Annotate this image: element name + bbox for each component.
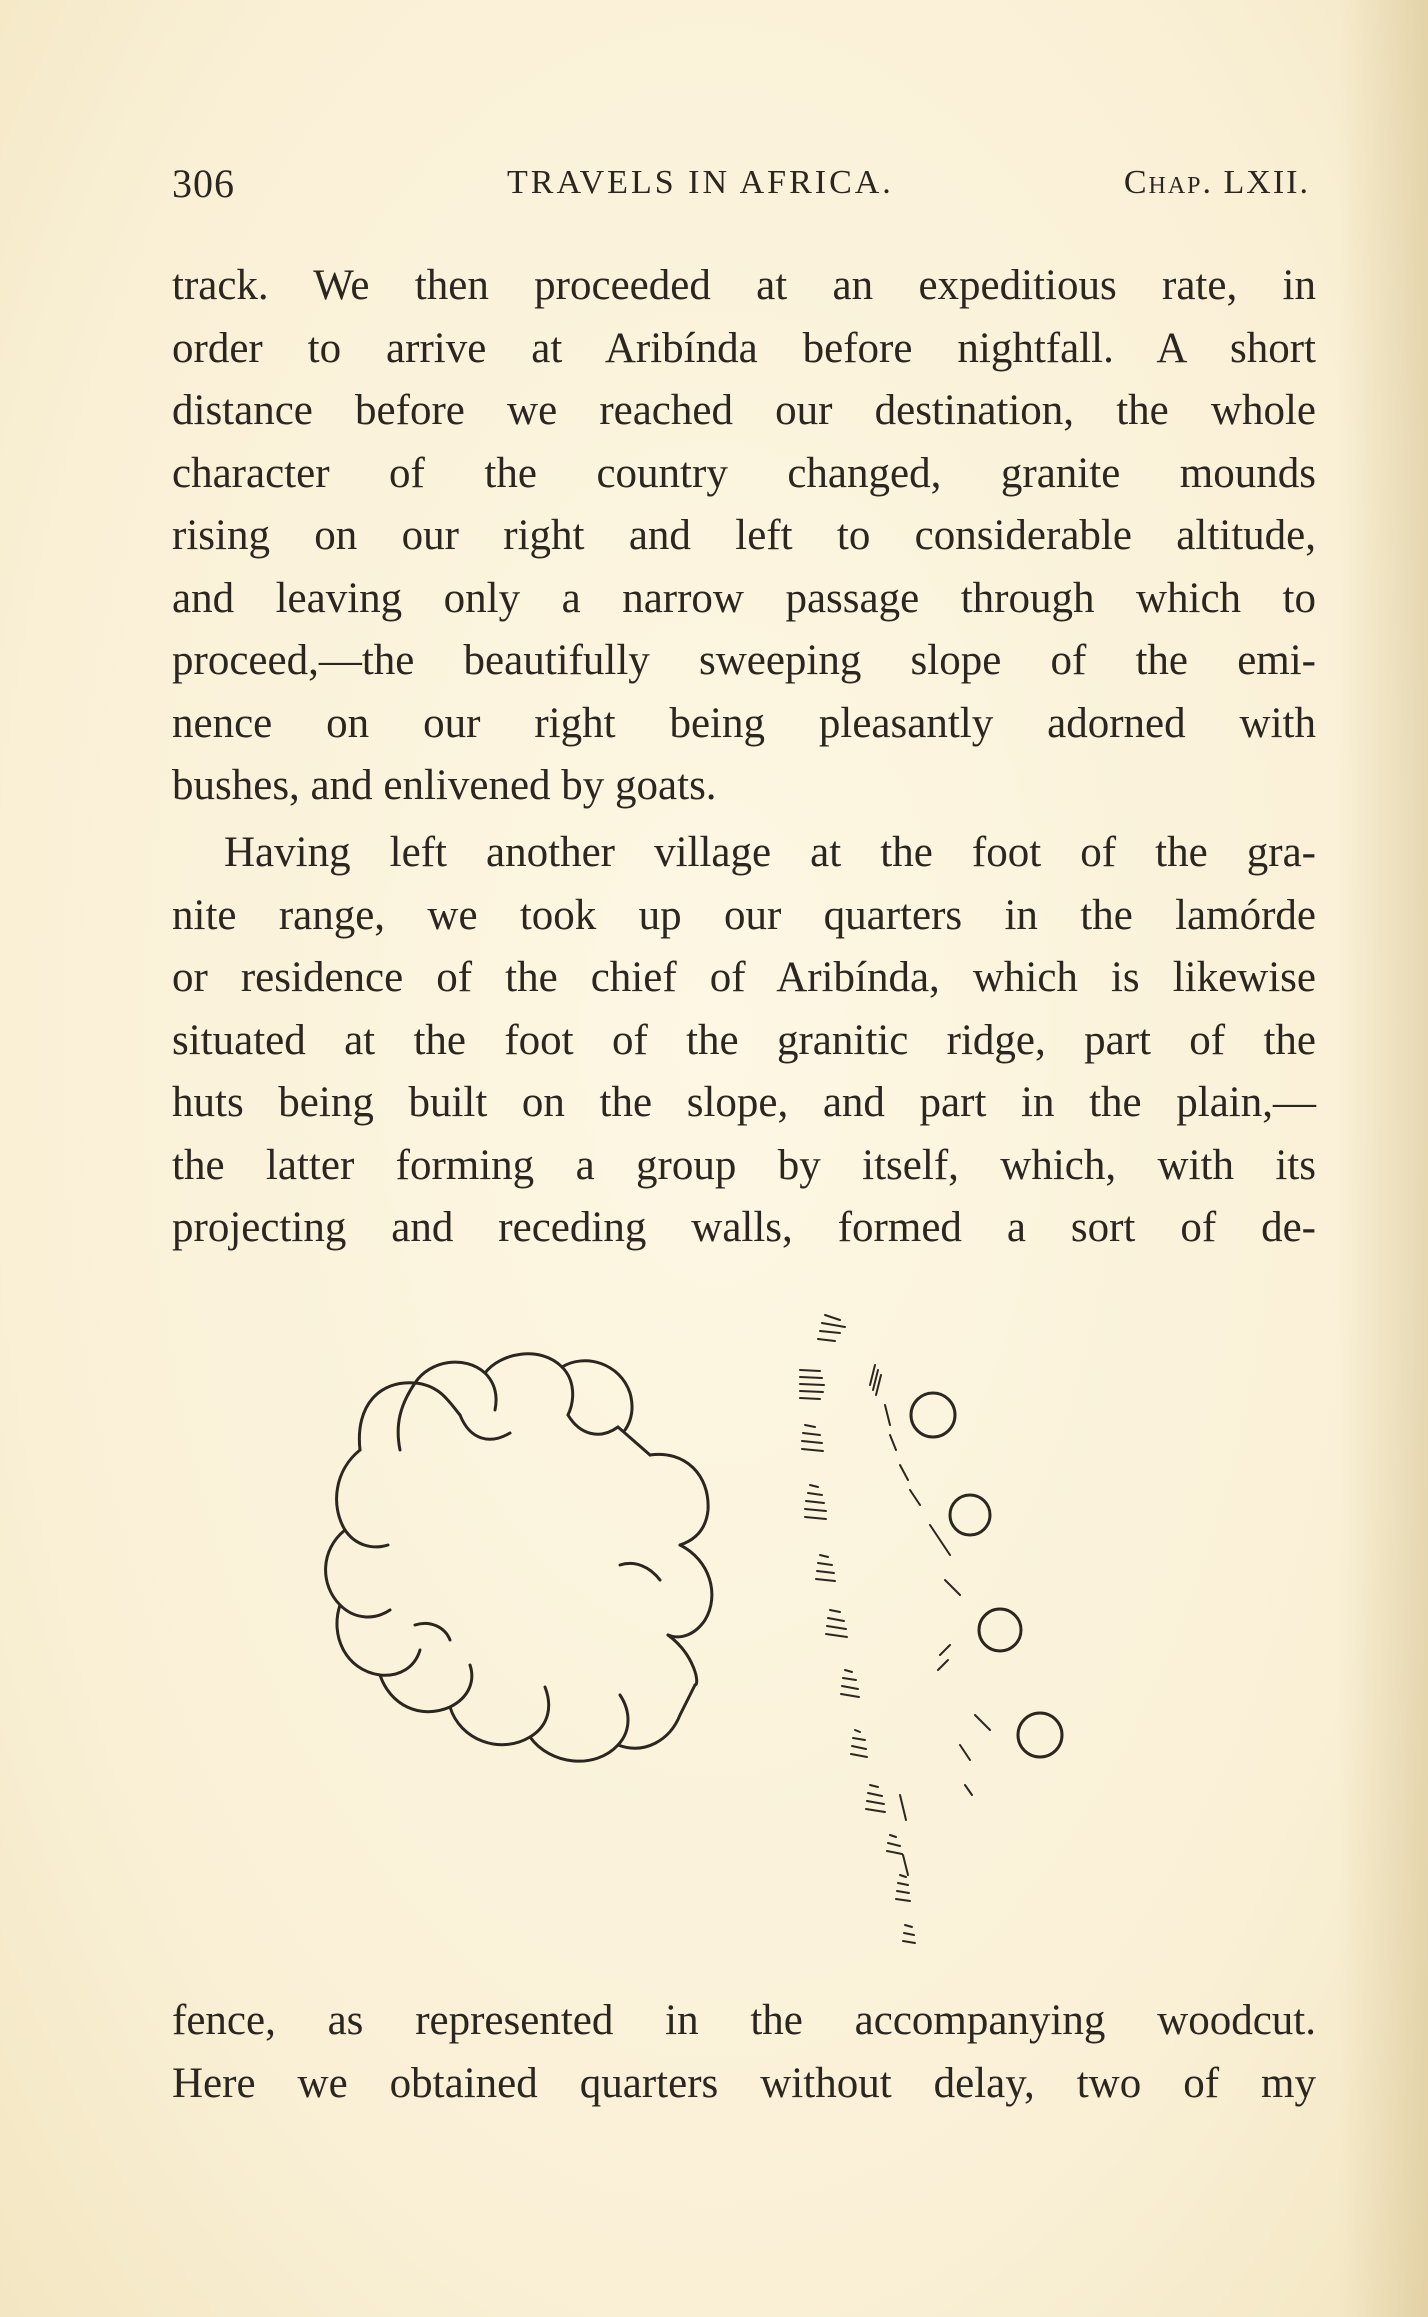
text-line: proceed,—the beautifully sweeping slope of the emi- bbox=[172, 637, 1316, 684]
hut-circle bbox=[911, 1393, 955, 1437]
text-line: distance before we reached our destination, the whole bbox=[172, 387, 1316, 434]
hut-circle bbox=[979, 1609, 1021, 1651]
text-line: nence on our right being pleasantly adorned with bbox=[172, 699, 1316, 747]
text-line: track. We then proceeded at an expeditious rate, in bbox=[172, 262, 1316, 309]
paragraph-3 bbox=[172, 1990, 1316, 2115]
text-line: Here we obtained quarters without delay, two of my bbox=[172, 2059, 1316, 2107]
page-edge-shadow bbox=[1338, 0, 1428, 2317]
text-line: Having left another village at the foot of the gra- bbox=[224, 829, 1316, 876]
paragraph-2 bbox=[172, 822, 1316, 1260]
text-line: and leaving only a narrow passage through which to bbox=[172, 574, 1316, 622]
text-line: situated at the foot of the granitic ridge, part of the bbox=[172, 1016, 1316, 1064]
text-line: fence, as represented in the accompanying woodcut. bbox=[172, 1997, 1316, 2044]
hut-circle bbox=[1018, 1713, 1062, 1757]
running-header bbox=[172, 160, 1316, 210]
text-line: character of the country changed, granite mounds bbox=[172, 449, 1316, 497]
text-line: order to arrive at Aribínda before nightfall. A short bbox=[172, 324, 1316, 372]
text-line: huts being built on the slope, and part in the plain,— bbox=[172, 1079, 1316, 1126]
woodcut-hut-enclosure-icon bbox=[300, 1275, 1200, 1980]
granite-ridge bbox=[800, 1315, 990, 1943]
text-line: or residence of the chief of Aribínda, which is likewise bbox=[172, 954, 1316, 1001]
text-line: nite range, we took up our quarters in the lamórde bbox=[172, 891, 1316, 939]
enclosure-walls bbox=[326, 1354, 712, 1761]
hut-circle bbox=[950, 1495, 990, 1535]
text-line: bushes, and enlivened by goats. bbox=[172, 762, 717, 809]
chapter-label: Chap. LXII. bbox=[1123, 164, 1310, 201]
text-line: projecting and receding walls, formed a sort of de- bbox=[172, 1204, 1316, 1251]
text-line: rising on our right and left to considerable altitude, bbox=[172, 512, 1316, 559]
paragraph-1 bbox=[172, 255, 1316, 818]
page-number: 306 bbox=[172, 161, 235, 206]
running-title: TRAVELS IN AFRICA. bbox=[507, 164, 894, 201]
text-line: the latter forming a group by itself, which, with its bbox=[172, 1141, 1316, 1189]
